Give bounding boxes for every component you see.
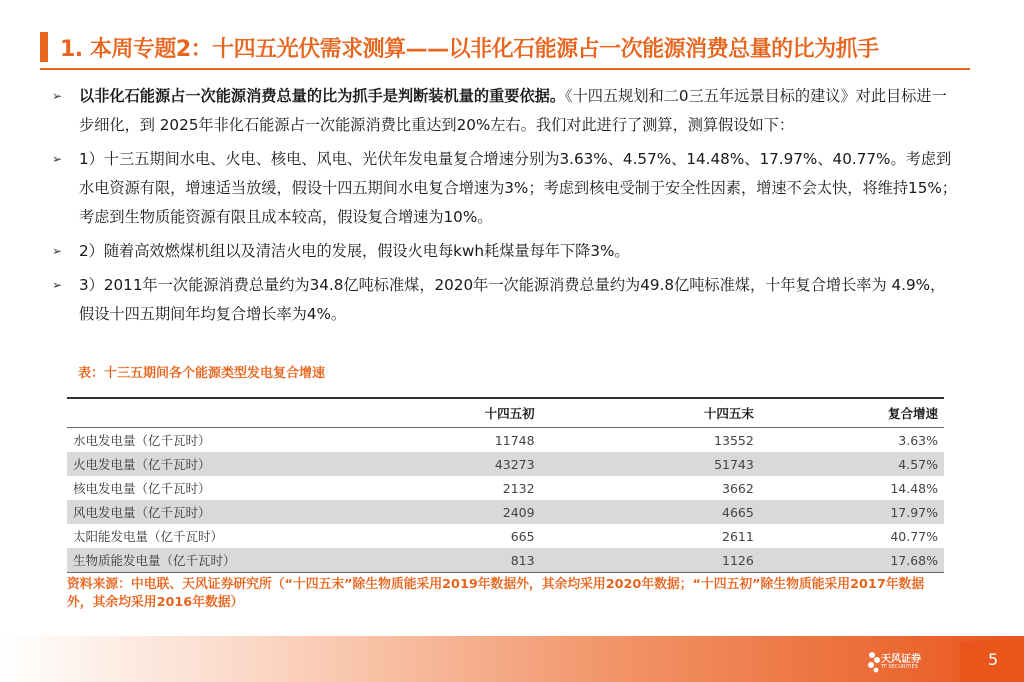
arrow-bullet-icon: ➢ [52, 278, 63, 292]
table-cell: 51743 [714, 456, 754, 472]
table-cell: 核电发电量（亿千瓦时） [73, 481, 211, 496]
table-caption: 表：十三五期间各个能源类型发电复合增速 [78, 366, 326, 381]
page-title: 1. 本周专题2：十四五光伏需求测算——以非化石能源占一次能源消费总量的比为抓手 [60, 37, 879, 62]
bullet-text: 《十四五规划和二0三五年远景目标的建议》对此目标进一步细化，到 2025年非化石能源占一次能源消费比重达到20%左右。我们对此进行了测算，测算假设如下： [79, 87, 947, 134]
table-cell: 13552 [714, 432, 754, 448]
arrow-bullet-icon: ➢ [52, 152, 63, 166]
table-header-cell: 十四五初 [484, 406, 535, 421]
table-cell: 14.48% [890, 480, 938, 496]
bullet-item [52, 82, 957, 140]
source-note: 资料来源：中电联、天风证券研究所（“十四五末”除生物质能采用2019年数据外，其余均采用2020年数据；“十四五初”除生物质能采用2017年数据外，其余均采用2016年数据） [67, 577, 925, 610]
table-cell: 1126 [722, 552, 754, 568]
table-cell: 水电发电量（亿千瓦时） [73, 433, 211, 448]
table-cell: 40.77% [890, 528, 938, 544]
table-cell: 4.57% [898, 456, 938, 472]
bullet-text: 1）十三五期间水电、火电、核电、风电、光伏年发电量复合增速分别为3.63%、4.57%、14.48%、17.97%、40.77%。考虑到水电资源有限，增速适当放缓，假设十四五期间水电复合增速为3%；考虑到核电受制于安全性因素，增速不会太快，将维持15%；考虑到生物质能资源有限且成本较高，假设复合增速为10%。 [79, 150, 957, 226]
table-cell: 17.97% [890, 504, 938, 520]
table-cell: 813 [510, 552, 535, 568]
page-number: 5 [988, 650, 999, 669]
table-header-row [67, 398, 944, 428]
table-cell: 火电发电量（亿千瓦时） [73, 457, 211, 472]
table-cell: 风电发电量（亿千瓦时） [73, 505, 211, 520]
table-cell: 3.63% [898, 432, 938, 448]
bullet-item [52, 271, 957, 329]
bullet-item [52, 237, 957, 266]
table-cell: 3662 [722, 480, 754, 496]
table-cell: 2611 [722, 528, 754, 544]
table-row [67, 524, 944, 548]
bullet-bold-text: 以非化石能源占一次能源消费总量的比为抓手是判断装机量的重要依据。 [79, 87, 565, 105]
title-bar [40, 28, 970, 70]
bullet-item [52, 145, 957, 232]
table-row [67, 476, 944, 500]
bullet-text: 3）2011年一次能源消费总量约为34.8亿吨标准煤，2020年一次能源消费总量约为49.8亿吨标准煤，十年复合增长率为 4.9%，假设十四五期间年均复合增长率为4%。 [79, 276, 946, 323]
arrow-bullet-icon: ➢ [52, 89, 63, 103]
logo-subtext: TF SECURITIES [881, 664, 918, 670]
table-cell: 太阳能发电量（亿千瓦时） [73, 529, 224, 544]
table-row [67, 500, 944, 524]
generation-table [67, 397, 944, 573]
table-header-cell: 十四五末 [703, 406, 754, 421]
title-accent-bar [40, 32, 48, 62]
table-cell: 11748 [494, 432, 535, 448]
bullet-text: 2）随着高效燃煤机组以及清洁火电的发展，假设火电每kwh耗煤量每年下降3%。 [79, 242, 630, 260]
table-header-cell: 复合增速 [887, 406, 938, 421]
logo-text: 天风证券 [881, 654, 921, 665]
table-row [67, 452, 944, 476]
table-cell: 生物质能发电量（亿千瓦时） [73, 553, 236, 568]
table-cell: 43273 [494, 456, 535, 472]
table-cell: 17.68% [890, 552, 938, 568]
table-cell: 2409 [502, 504, 535, 520]
table-header-cell [67, 398, 383, 428]
table-cell: 2132 [502, 480, 535, 496]
table-cell: 665 [510, 528, 535, 544]
table-row [67, 428, 944, 453]
table-row [67, 548, 944, 573]
bullet-list [52, 82, 957, 334]
arrow-bullet-icon: ➢ [52, 244, 63, 258]
table-cell: 4665 [722, 504, 754, 520]
